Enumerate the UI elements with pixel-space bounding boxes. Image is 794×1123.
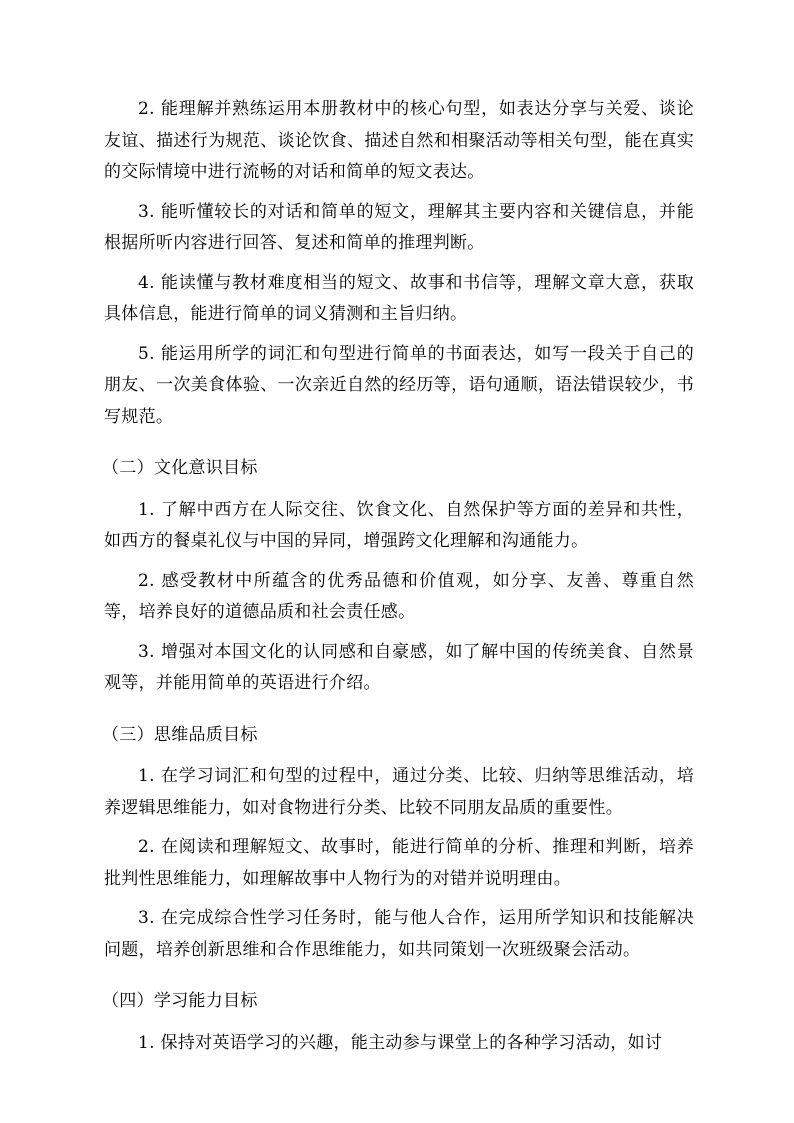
thinking-paragraph-3: 3. 在完成综合性学习任务时，能与他人合作，运用所学知识和技能解决问题，培养创新思维和合作思维能力，如共同策划一次班级聚会活动。	[104, 908, 694, 960]
culture-paragraph-1: 1. 了解中西方在人际交往、饮食文化、自然保护等方面的差异和共性，如西方的餐桌礼仪与中国的异同，增强跨文化理解和沟通能力。	[104, 499, 694, 551]
thinking-paragraph-2: 2. 在阅读和理解短文、故事时，能进行简单的分析、推理和判断，培养批判性思维能力，如理解故事中人物行为的对错并说明理由。	[104, 837, 694, 889]
document-body	[104, 94, 694, 1059]
culture-paragraph-2: 2. 感受教材中所蕴含的优秀品德和价值观，如分享、友善、尊重自然等，培养良好的道德品质和社会责任感。	[104, 570, 694, 622]
goal-paragraph-3: 3. 能听懂较长的对话和简单的短文，理解其主要内容和关键信息，并能根据所听内容进行回答、复述和简单的推理判断。	[104, 201, 694, 253]
learning-paragraph-1: 1. 保持对英语学习的兴趣，能主动参与课堂上的各种学习活动，如讨	[138, 1032, 663, 1053]
goal-paragraph-5: 5. 能运用所学的词汇和句型进行简单的书面表达，如写一段关于自己的朋友、一次美食体验、一次亲近自然的经历等，语句通顺，语法错误较少，书写规范。	[104, 343, 694, 427]
section-heading-culture: （二）文化意识目标	[102, 458, 258, 478]
culture-paragraph-3: 3. 增强对本国文化的认同感和自豪感，如了解中国的传统美食、自然景观等，并能用简单的英语进行介绍。	[104, 641, 694, 693]
goal-paragraph-2: 2. 能理解并熟练运用本册教材中的核心句型，如表达分享与关爱、谈论友谊、描述行为规范、谈论饮食、描述自然和相聚活动等相关句型，能在真实的交际情境中进行流畅的对话和简单的短文表达。	[104, 99, 694, 182]
section-heading-learning: （四）学习能力目标	[102, 991, 258, 1011]
goal-paragraph-4: 4. 能读懂与教材难度相当的短文、故事和书信等，理解文章大意，获取具体信息，能进行简单的词义猜测和主旨归纳。	[104, 272, 694, 324]
thinking-paragraph-1: 1. 在学习词汇和句型的过程中，通过分类、比较、归纳等思维活动，培养逻辑思维能力，如对食物进行分类、比较不同朋友品质的重要性。	[104, 766, 694, 818]
section-heading-thinking: （三）思维品质目标	[102, 724, 258, 745]
